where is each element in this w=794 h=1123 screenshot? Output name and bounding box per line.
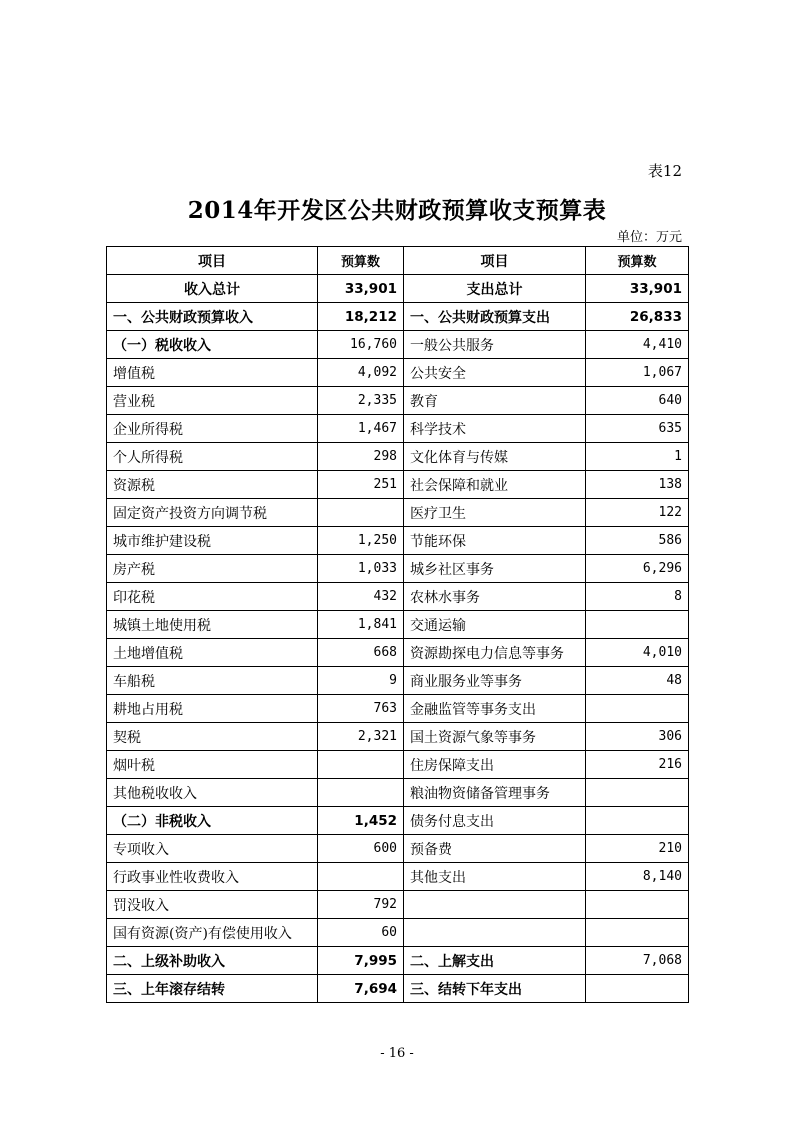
expense-item	[404, 891, 586, 919]
expense-value: 4,010	[586, 639, 689, 667]
table-row	[107, 807, 689, 835]
table-row	[107, 835, 689, 863]
expense-item: 粮油物资储备管理事务	[404, 779, 586, 807]
expense-item: 社会保障和就业	[404, 471, 586, 499]
income-value	[318, 779, 404, 807]
expense-item: 商业服务业等事务	[404, 667, 586, 695]
table-row	[107, 639, 689, 667]
table-row	[107, 275, 689, 303]
expense-item: 节能环保	[404, 527, 586, 555]
table-row	[107, 611, 689, 639]
table-row	[107, 471, 689, 499]
income-value: 60	[318, 919, 404, 947]
expense-value: 640	[586, 387, 689, 415]
expense-value: 8	[586, 583, 689, 611]
income-item: 三、上年滚存结转	[107, 975, 318, 1003]
income-value: 4,092	[318, 359, 404, 387]
header-expense-budget: 预算数	[586, 247, 689, 275]
expense-value	[586, 779, 689, 807]
income-value: 763	[318, 695, 404, 723]
income-value: 1,841	[318, 611, 404, 639]
table-row	[107, 695, 689, 723]
table-row	[107, 975, 689, 1003]
income-item: 印花税	[107, 583, 318, 611]
income-item: 收入总计	[107, 275, 318, 303]
expense-item: 金融监管等事务支出	[404, 695, 586, 723]
expense-item: 科学技术	[404, 415, 586, 443]
income-item: 罚没收入	[107, 891, 318, 919]
table-row	[107, 331, 689, 359]
income-value: 1,452	[318, 807, 404, 835]
table-row	[107, 751, 689, 779]
header-income-item: 项目	[107, 247, 318, 275]
income-item: 烟叶税	[107, 751, 318, 779]
income-value: 668	[318, 639, 404, 667]
income-item: 二、上级补助收入	[107, 947, 318, 975]
unit-label: 单位：万元	[616, 230, 682, 245]
income-item: 营业税	[107, 387, 318, 415]
income-item: 耕地占用税	[107, 695, 318, 723]
expense-value: 8,140	[586, 863, 689, 891]
table-row	[107, 891, 689, 919]
expense-value: 1	[586, 443, 689, 471]
expense-value	[586, 891, 689, 919]
expense-value	[586, 695, 689, 723]
page-number: - 16 -	[380, 1046, 414, 1061]
table-row	[107, 443, 689, 471]
income-value: 33,901	[318, 275, 404, 303]
expense-value: 1,067	[586, 359, 689, 387]
income-item: 国有资源(资产)有偿使用收入	[107, 919, 318, 947]
income-item: 契税	[107, 723, 318, 751]
income-item: 一、公共财政预算收入	[107, 303, 318, 331]
expense-value	[586, 919, 689, 947]
expense-item: 一般公共服务	[404, 331, 586, 359]
income-item: 房产税	[107, 555, 318, 583]
expense-value: 216	[586, 751, 689, 779]
income-item: 车船税	[107, 667, 318, 695]
table-row	[107, 863, 689, 891]
expense-item	[404, 919, 586, 947]
income-value: 251	[318, 471, 404, 499]
table-row	[107, 583, 689, 611]
income-value: 16,760	[318, 331, 404, 359]
income-value: 9	[318, 667, 404, 695]
income-value: 2,335	[318, 387, 404, 415]
income-value: 7,995	[318, 947, 404, 975]
income-item: 土地增值税	[107, 639, 318, 667]
expense-item: 债务付息支出	[404, 807, 586, 835]
income-item: 企业所得税	[107, 415, 318, 443]
expense-value: 586	[586, 527, 689, 555]
table-row	[107, 723, 689, 751]
income-value: 2,321	[318, 723, 404, 751]
income-item: （二）非税收入	[107, 807, 318, 835]
income-item: 行政事业性收费收入	[107, 863, 318, 891]
expense-item: 一、公共财政预算支出	[404, 303, 586, 331]
expense-value: 210	[586, 835, 689, 863]
expense-item: 公共安全	[404, 359, 586, 387]
header-expense-item: 项目	[404, 247, 586, 275]
income-item: 城市维护建设税	[107, 527, 318, 555]
income-item: 城镇土地使用税	[107, 611, 318, 639]
income-value: 1,033	[318, 555, 404, 583]
budget-table	[106, 246, 689, 1003]
income-item: 增值税	[107, 359, 318, 387]
income-value: 600	[318, 835, 404, 863]
income-value: 432	[318, 583, 404, 611]
expense-item: 交通运输	[404, 611, 586, 639]
table-row	[107, 415, 689, 443]
expense-value	[586, 611, 689, 639]
income-item: 其他税收收入	[107, 779, 318, 807]
table-row	[107, 527, 689, 555]
expense-value: 26,833	[586, 303, 689, 331]
income-value: 1,467	[318, 415, 404, 443]
expense-value: 33,901	[586, 275, 689, 303]
table-row	[107, 387, 689, 415]
expense-item: 文化体育与传媒	[404, 443, 586, 471]
expense-item: 预备费	[404, 835, 586, 863]
expense-value: 7,068	[586, 947, 689, 975]
table-number: 表12	[647, 162, 682, 180]
income-item: 固定资产投资方向调节税	[107, 499, 318, 527]
income-value: 7,694	[318, 975, 404, 1003]
income-value: 18,212	[318, 303, 404, 331]
expense-item: 二、上解支出	[404, 947, 586, 975]
expense-item: 国土资源气象等事务	[404, 723, 586, 751]
table-row	[107, 947, 689, 975]
expense-item: 支出总计	[404, 275, 586, 303]
page-title: 2014年开发区公共财政预算收支预算表	[187, 197, 607, 224]
table-row	[107, 555, 689, 583]
expense-value: 635	[586, 415, 689, 443]
income-value	[318, 863, 404, 891]
table-row	[107, 667, 689, 695]
expense-value	[586, 807, 689, 835]
income-item: 个人所得税	[107, 443, 318, 471]
expense-item: 其他支出	[404, 863, 586, 891]
expense-item: 城乡社区事务	[404, 555, 586, 583]
expense-value: 122	[586, 499, 689, 527]
header-income-budget: 预算数	[318, 247, 404, 275]
income-item: （一）税收收入	[107, 331, 318, 359]
expense-value: 138	[586, 471, 689, 499]
expense-item: 住房保障支出	[404, 751, 586, 779]
table-header-row	[107, 247, 689, 275]
table-row	[107, 499, 689, 527]
expense-item: 三、结转下年支出	[404, 975, 586, 1003]
expense-value: 4,410	[586, 331, 689, 359]
expense-value	[586, 975, 689, 1003]
table-row	[107, 779, 689, 807]
income-value: 792	[318, 891, 404, 919]
expense-value: 48	[586, 667, 689, 695]
expense-value: 306	[586, 723, 689, 751]
income-item: 资源税	[107, 471, 318, 499]
table-row	[107, 303, 689, 331]
expense-item: 农林水事务	[404, 583, 586, 611]
table-row	[107, 919, 689, 947]
expense-item: 医疗卫生	[404, 499, 586, 527]
income-item: 专项收入	[107, 835, 318, 863]
expense-item: 教育	[404, 387, 586, 415]
income-value: 1,250	[318, 527, 404, 555]
expense-item: 资源勘探电力信息等事务	[404, 639, 586, 667]
income-value	[318, 751, 404, 779]
table-row	[107, 359, 689, 387]
expense-value: 6,296	[586, 555, 689, 583]
income-value	[318, 499, 404, 527]
income-value: 298	[318, 443, 404, 471]
